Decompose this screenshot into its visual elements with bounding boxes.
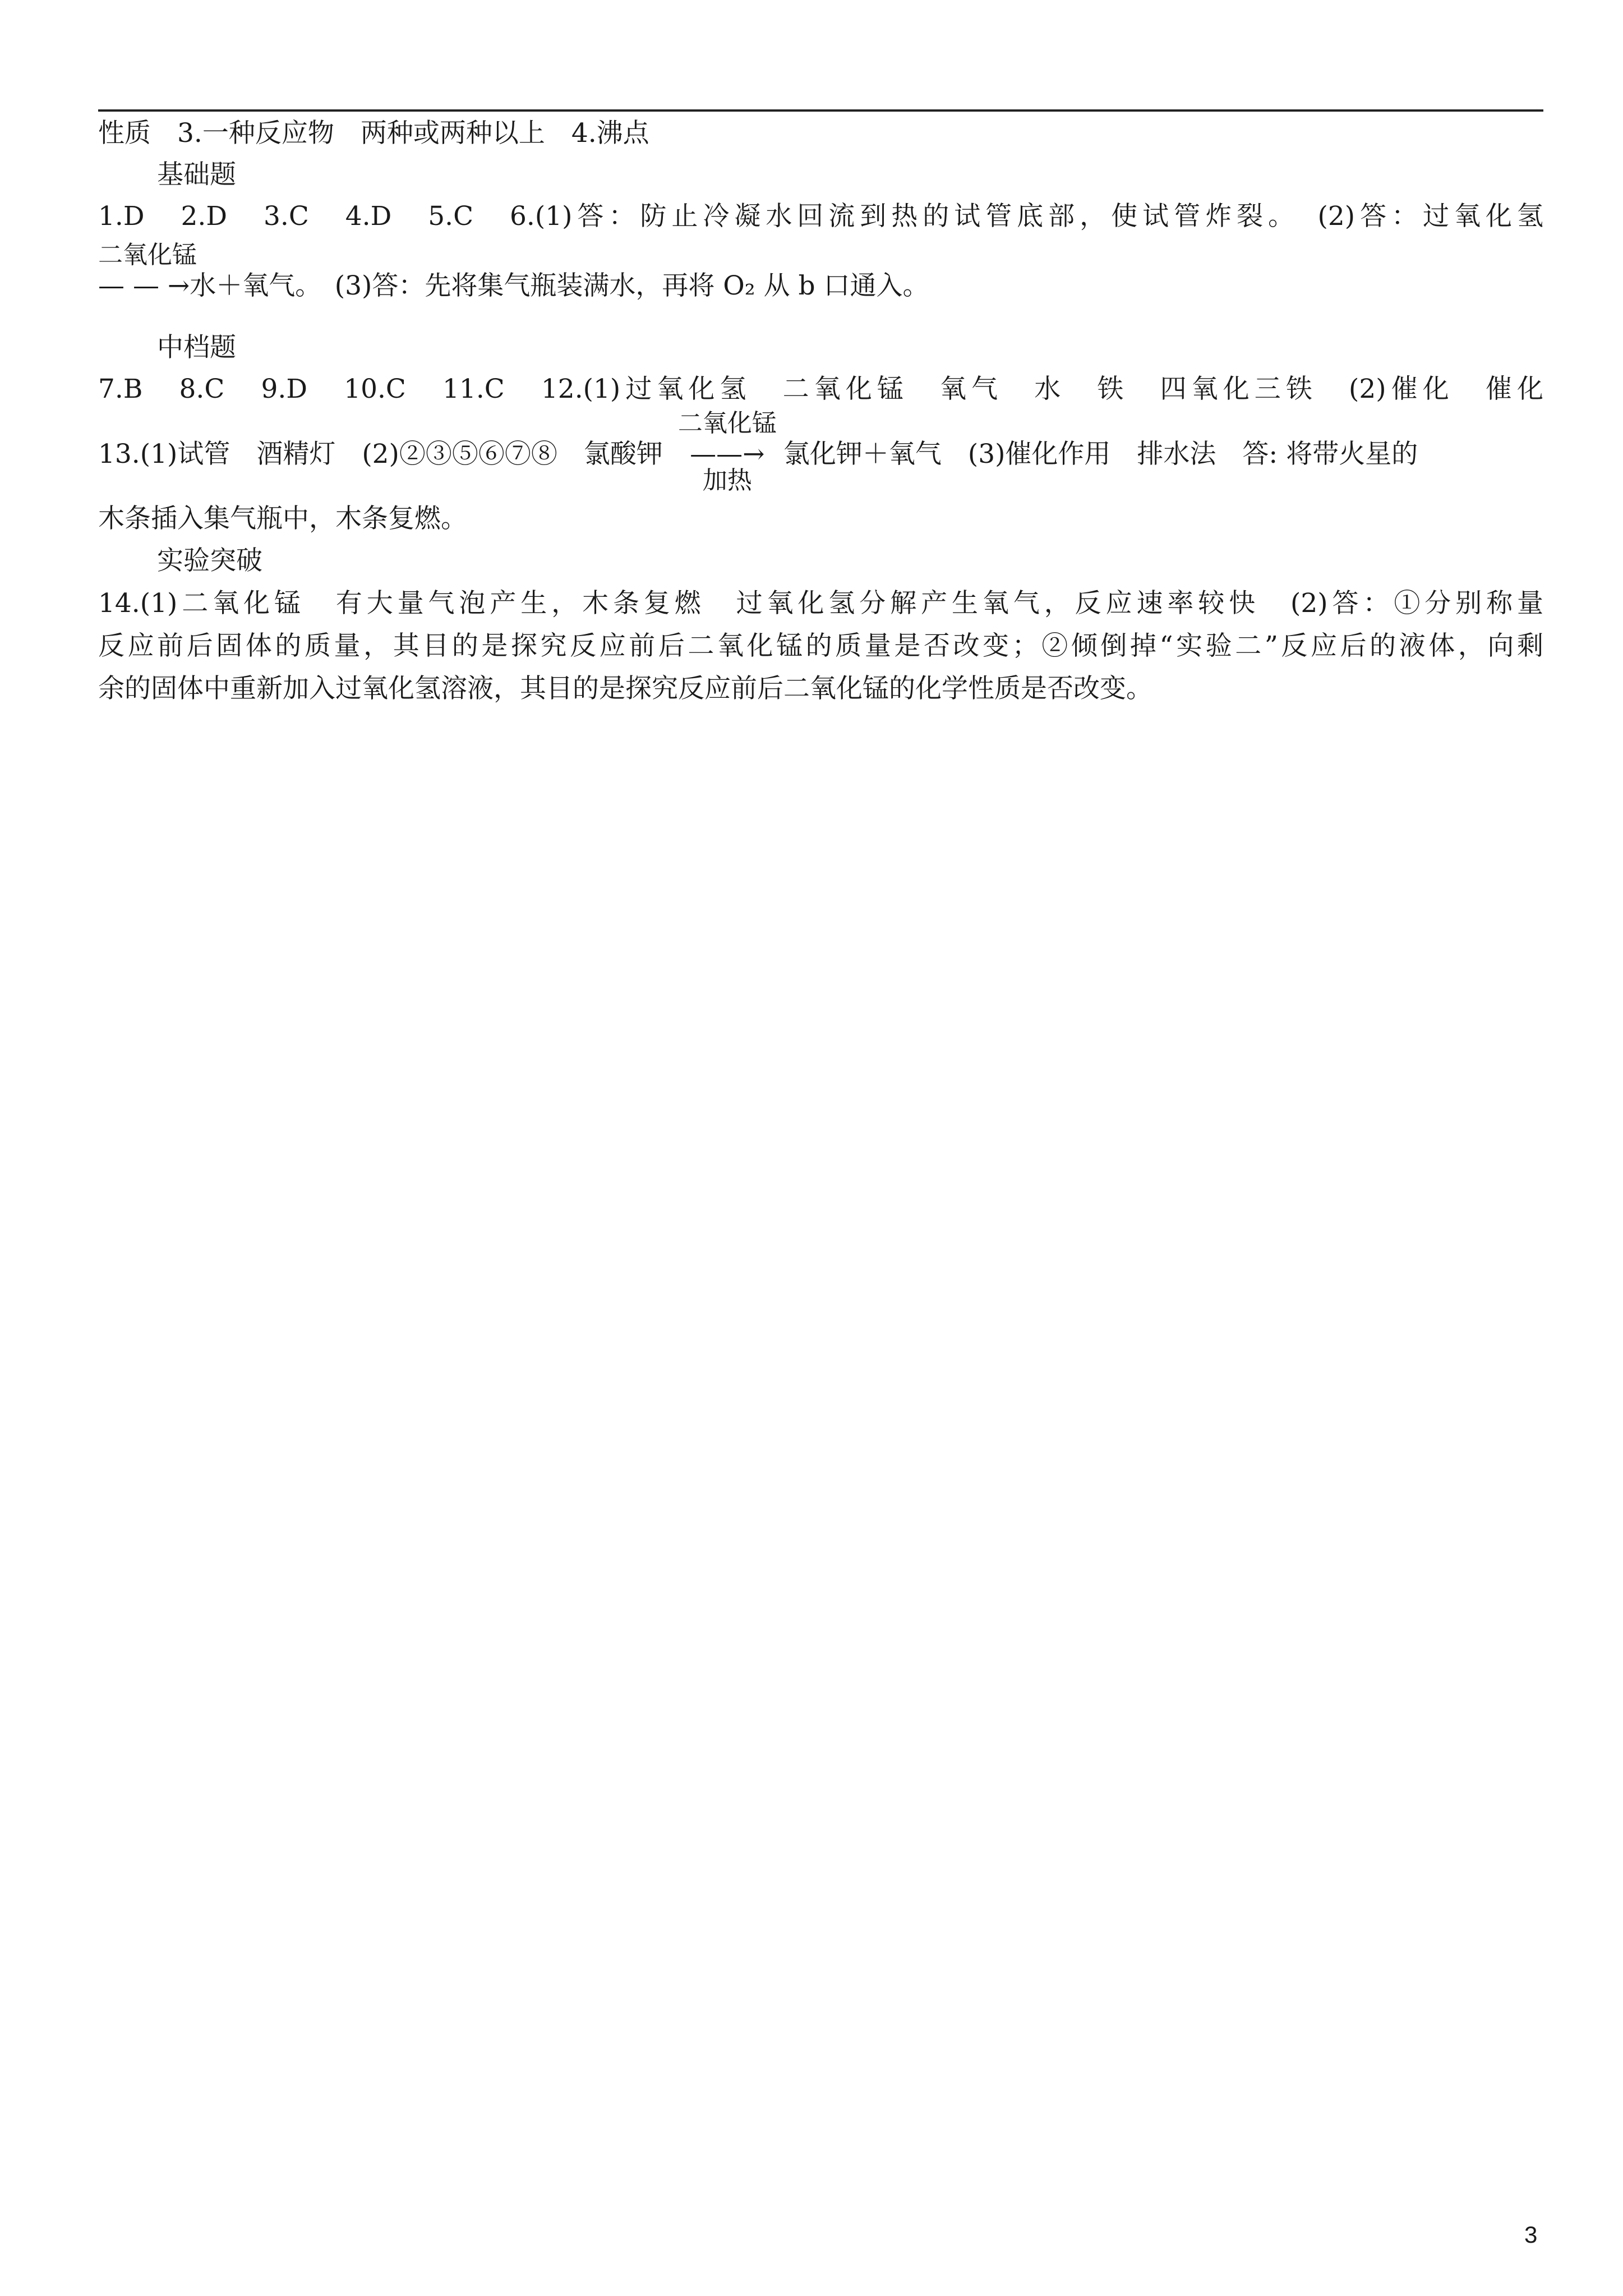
reaction-arrow-mno2 [98,241,197,303]
answer-line-6: 7.B 8.C 9.D 10.C 11.C 12.(1)过氧化氢 二氧化锰 氧气 水 铁 四氧化三铁 (2)催化 催化 [98,374,1543,404]
section-heading-mid: 中档题 [157,332,236,363]
answer-line-7-post: 氯化钾＋氧气 (3)催化作用 排水法 答: 将带火星的 [783,439,1418,470]
answer-line-8: 木条插入集气瓶中，木条复燃。 [98,503,467,534]
answer-line-1: 性质 3.一种反应物 两种或两种以上 4.沸点 [98,118,649,149]
answer-line-4 [98,241,1543,303]
answer-line-7-pre: 13.(1)试管 酒精灯 (2)②③⑤⑥⑦⑧ 氯酸钾 [98,439,663,470]
section-heading-basic: 基础题 [157,159,236,190]
answer-line-7 [98,409,1543,495]
condition-label: 加热 [702,466,752,495]
arrow-icon: — — → [98,270,190,301]
page-number: 3 [1524,2221,1538,2248]
arrow-icon: ——→ [690,439,765,470]
header-rule [98,109,1543,112]
catalyst-label: 二氧化锰 [98,241,197,269]
answer-line-12: 余的固体中重新加入过氧化氢溶液，其目的是探究反应前后二氧化锰的化学性质是否改变。 [98,673,1152,704]
catalyst-label: 二氧化锰 [677,409,777,438]
section-heading-experiment: 实验突破 [157,545,262,576]
answer-line-10: 14.(1)二氧化锰 有大量气泡产生，木条复燃 过氧化氢分解产生氧气，反应速率较快 (2)答：①分别称量 [98,588,1543,619]
answer-line-11: 反应前后固体的质量，其目的是探究反应前后二氧化锰的质量是否改变；②倾倒掉“实验二”反应后的液体，向剩 [98,631,1543,661]
answer-line-4-text: 水＋氧气。 (3)答：先将集气瓶装满水，再将 O₂ 从 b 口通入。 [190,270,929,301]
answer-line-3: 1.D 2.D 3.C 4.D 5.C 6.(1)答：防止冷凝水回流到热的试管底部，使试管炸裂。 (2)答：过氧化氢 [98,201,1543,232]
reaction-arrow-kclo3 [671,409,783,495]
